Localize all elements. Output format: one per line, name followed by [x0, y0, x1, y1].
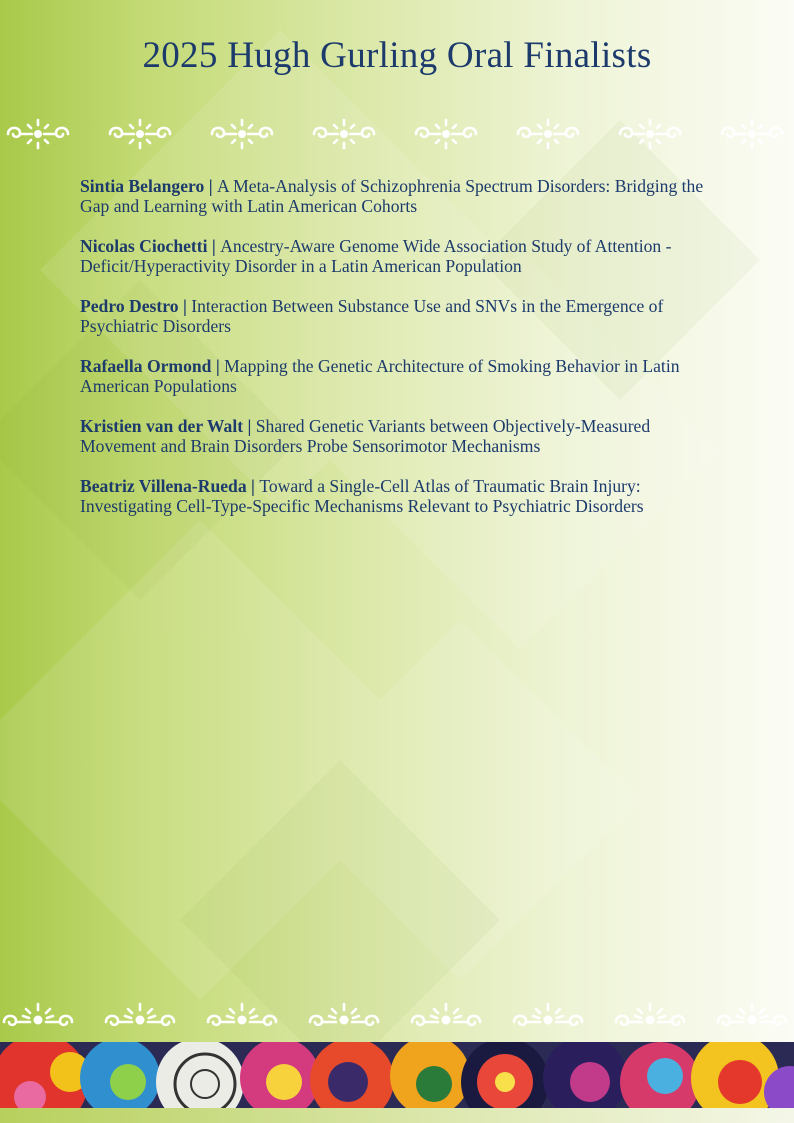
talk-title: Toward a Single-Cell Atlas of Traumatic Brain Injury: Investigating Cell-Type-Specific Mechanisms Relevant to Psychiatric Disorders — [80, 476, 644, 516]
finalist-entry — [80, 416, 730, 456]
finalist-entry — [80, 236, 730, 276]
talk-title: A Meta-Analysis of Schizophrenia Spectrum Disorders: Bridging the Gap and Learning with Latin American Cohorts — [80, 176, 704, 216]
talk-title: Ancestry-Aware Genome Wide Association Study of Attention - Deficit/Hyperactivity Disorder in a Latin American Population — [80, 236, 672, 276]
talk-title: Interaction Between Substance Use and SNVs in the Emergence of Psychiatric Disorders — [80, 296, 664, 336]
name-separator: | — [204, 176, 217, 196]
name-separator: | — [211, 356, 225, 376]
finalist-name: Nicolas Ciochetti — [80, 236, 208, 256]
name-separator: | — [178, 296, 192, 316]
folk-art-plates-banner — [0, 1042, 794, 1108]
finalist-name: Pedro Destro — [80, 296, 179, 316]
bottom-strip — [0, 1108, 794, 1123]
finalist-name: Rafaella Ormond — [80, 356, 212, 376]
finalist-name: Beatriz Villena-Rueda — [80, 476, 247, 496]
name-separator: | — [243, 416, 256, 436]
finalist-entry — [80, 296, 730, 336]
talk-title: Mapping the Genetic Architecture of Smoking Behavior in Latin American Populations — [80, 356, 680, 396]
finalist-name: Sintia Belangero — [80, 176, 205, 196]
name-separator: | — [207, 236, 221, 256]
top-ornament-border — [0, 116, 794, 152]
finalist-entry — [80, 476, 730, 516]
finalists-list — [80, 176, 730, 536]
finalist-name: Kristien van der Walt — [80, 416, 244, 436]
finalist-entry — [80, 356, 730, 396]
name-separator: | — [246, 476, 260, 496]
bottom-ornament-border — [0, 1000, 794, 1036]
talk-title: Shared Genetic Variants between Objectively-Measured Movement and Brain Disorders Probe Sensorimotor Mechanisms — [80, 416, 651, 456]
finalist-entry — [80, 176, 730, 216]
page-title: 2025 Hugh Gurling Oral Finalists — [142, 35, 652, 76]
